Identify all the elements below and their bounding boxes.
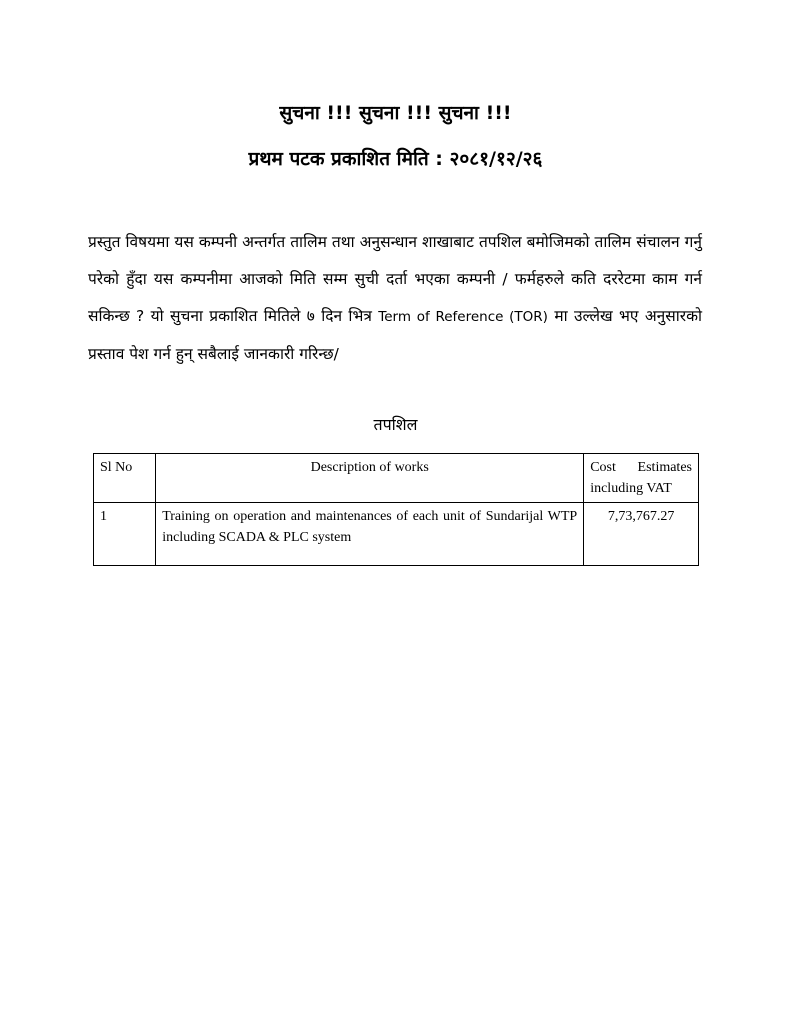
notice-paragraph (88, 224, 702, 373)
row-sl-no: 1 (94, 503, 156, 566)
notice-heading: सुचना !!! सुचना !!! सुचना !!! (279, 102, 512, 124)
published-date-line: प्रथम पटक प्रकाशित मिति : २०८१/१२/२६ (248, 148, 543, 170)
body-text-part2: मा उल्लेख भए अनुसारको प्रस्ताव पेश गर्न हुन् सबैलाई जानकारी गरिन्छ/ (88, 307, 703, 363)
notice-body (88, 224, 702, 373)
header-cost-estimates: Cost Estimates including VAT (584, 454, 699, 503)
table-caption: तपशिल (373, 415, 418, 434)
table-row (94, 503, 699, 566)
row-cost: 7,73,767.27 (584, 503, 699, 566)
table-header-row (94, 454, 699, 503)
body-text-part1: प्रस्तुत विषयमा यस कम्पनी अन्तर्गत तालिम तथा अनुसन्धान शाखाबाट तपशिल बमोजिमको तालिम संचालन गर्नु परेको हुँदा यस कम्पनीमा आजको मिति सम्म सुची दर्ता भएका कम्पनी / फर्महरुले कति दररेटमा काम गर्न सकिन्छ ? यो सुचना प्रकाशित मितिले ७ दिन भित्र (88, 233, 702, 325)
header-sl-no: Sl No (94, 454, 156, 503)
tor-reference: Term of Reference (TOR) (378, 309, 548, 325)
works-table (93, 453, 699, 566)
header-description: Description of works (156, 454, 584, 503)
row-description: Training on operation and maintenances of each unit of Sundarijal WTP including SCADA & PLC system (156, 503, 584, 566)
